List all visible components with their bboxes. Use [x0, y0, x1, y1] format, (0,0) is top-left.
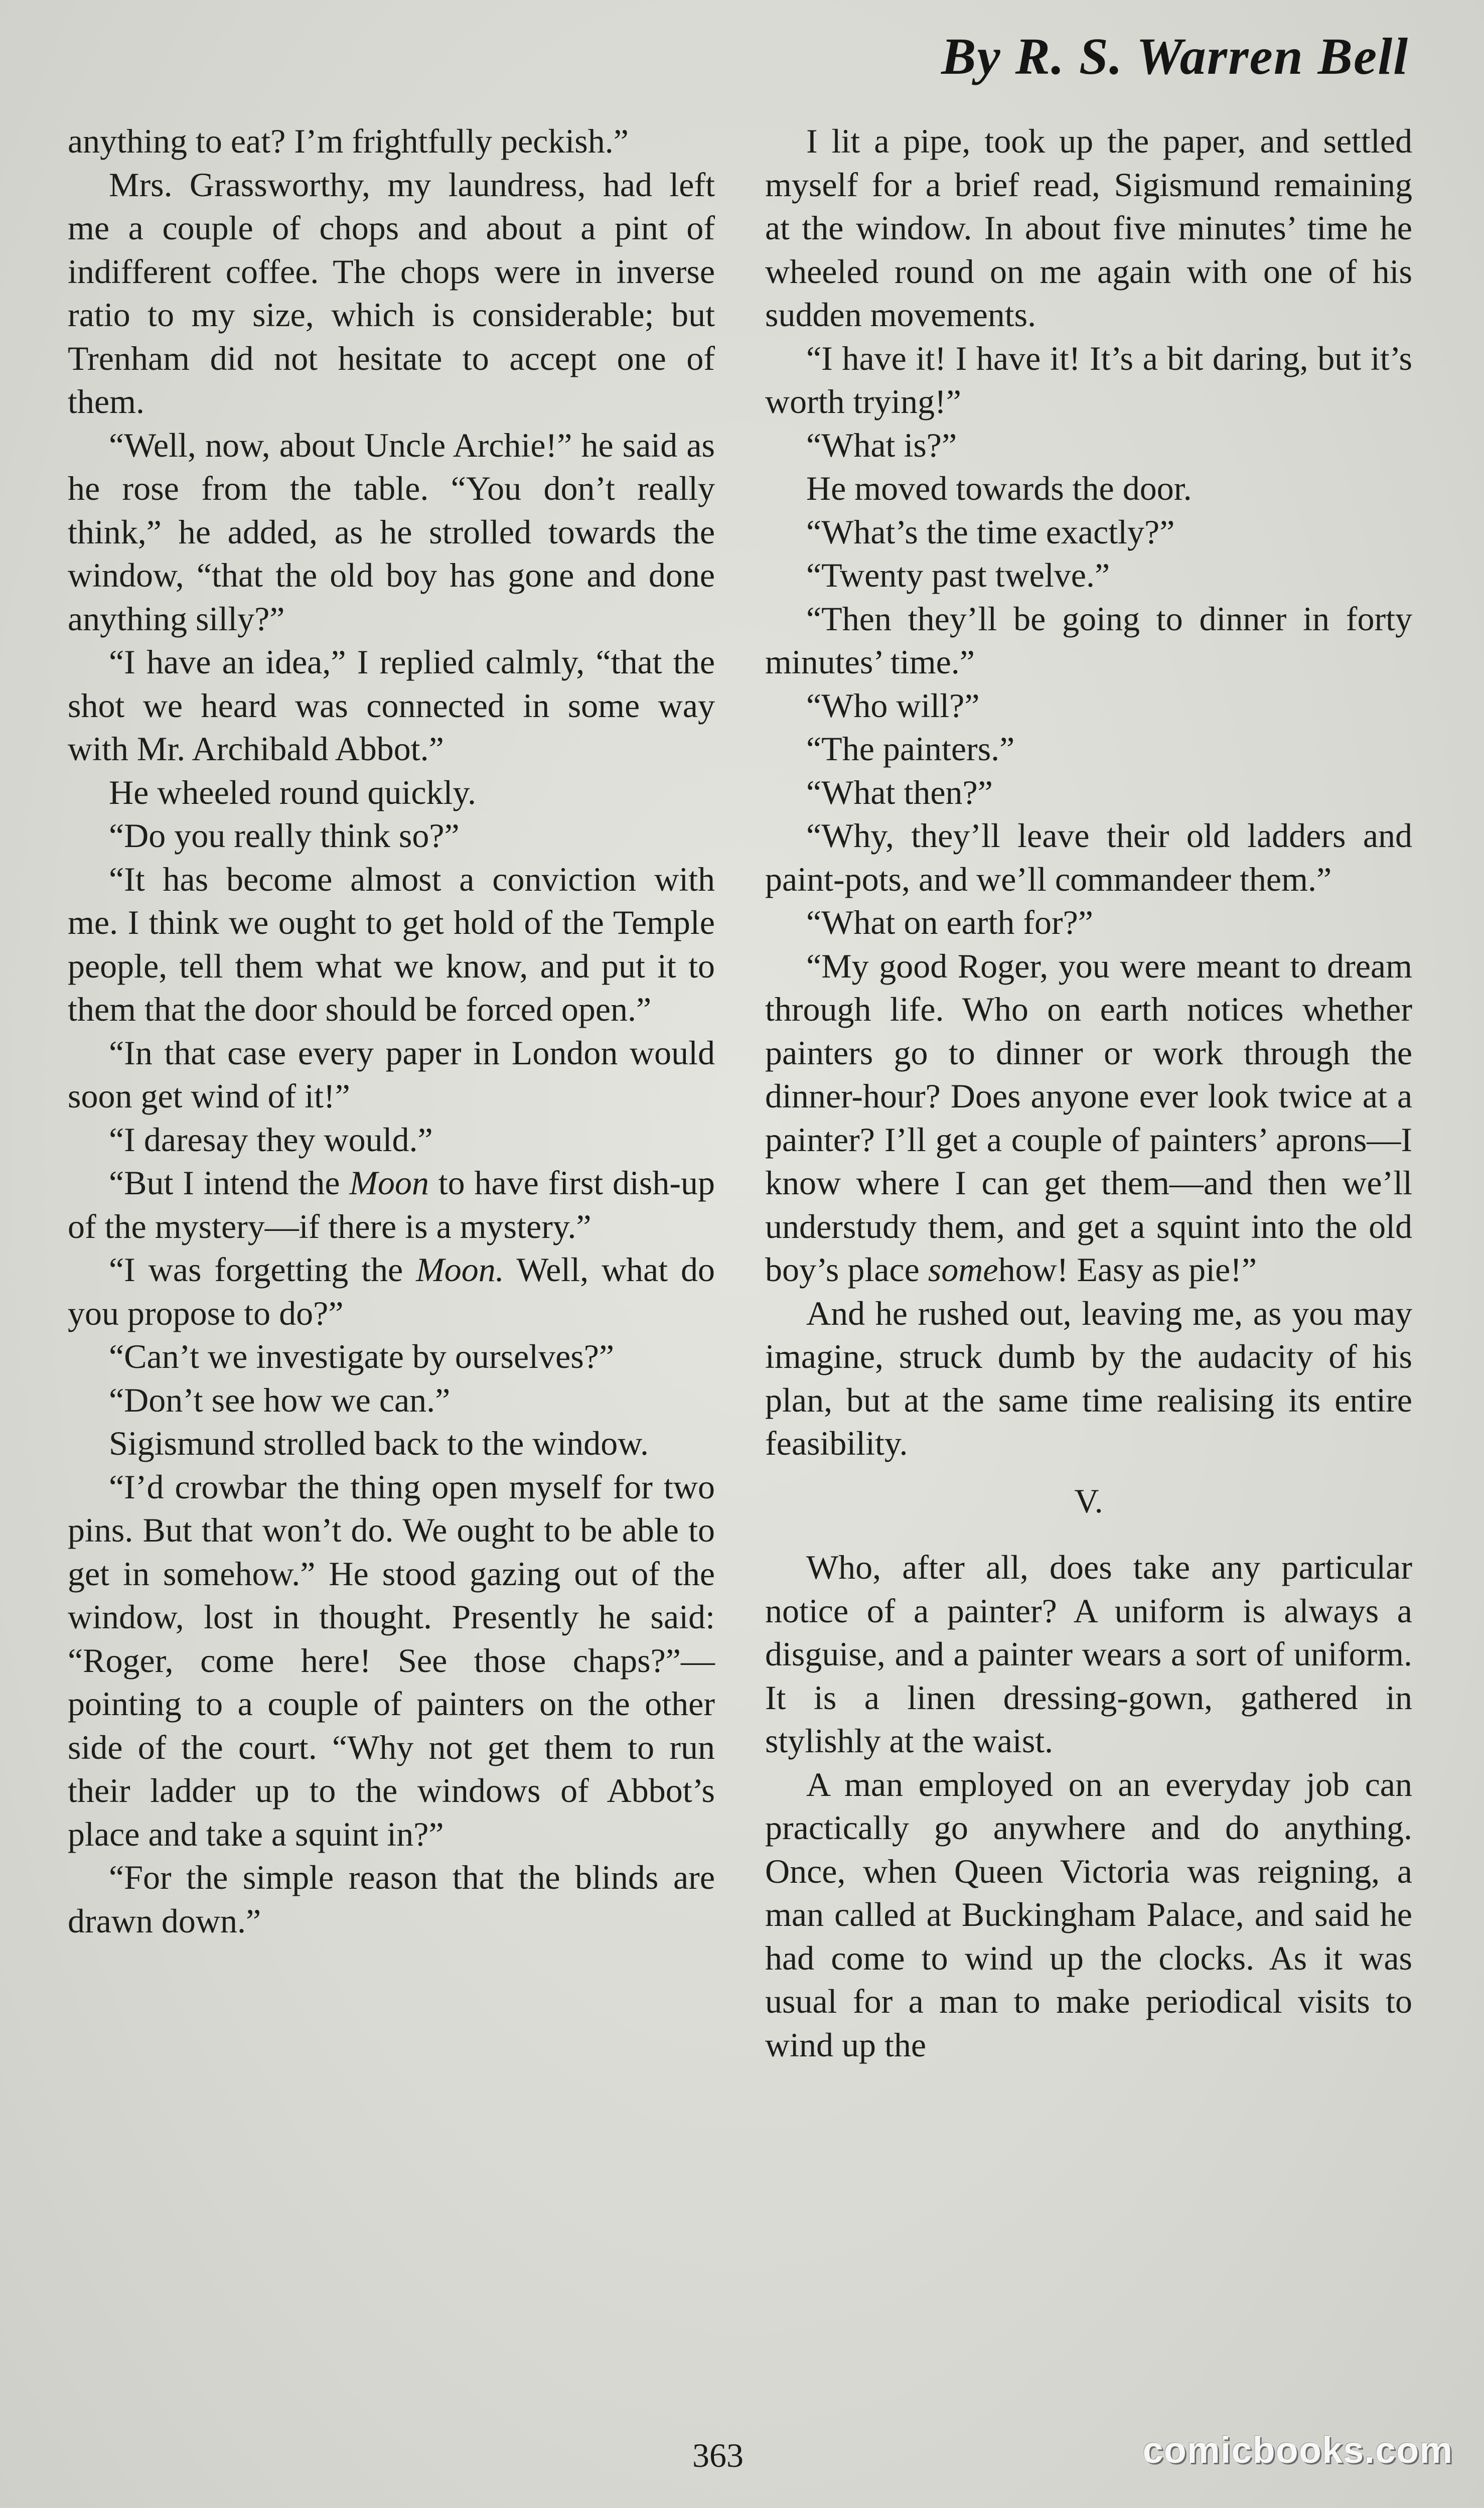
paragraph: “What is?”	[806, 426, 957, 464]
paragraph: Sigismund strolled back to the window.	[109, 1424, 649, 1462]
paragraph: “Do you really think so?”	[109, 816, 460, 855]
paragraph: “The painters.”	[806, 730, 1015, 768]
paragraph: “Can’t we investigate by ourselves?”	[109, 1337, 615, 1375]
paragraph-text: to have first dish-up of the mystery—if there is a mystery.”	[68, 1164, 715, 1245]
paragraph	[68, 1161, 715, 1248]
paragraph-text: how! Easy as pie!”	[998, 1250, 1257, 1289]
paragraph: “What on earth for?”	[806, 903, 1093, 941]
paragraph: He moved towards the door.	[806, 469, 1192, 507]
paragraph: “I have an idea,” I replied calmly, “that the shot we heard was connected in some way with Mr. Archibald Abbot.”	[68, 643, 715, 768]
italic-emphasis: Moon	[349, 1164, 429, 1202]
paragraph: “In that case every paper in London would soon get wind of it!”	[68, 1033, 715, 1115]
paragraph-text: Well, what do you propose to do?”	[68, 1250, 715, 1332]
page-number: 363	[692, 2436, 744, 2474]
paragraph: anything to eat? I’m frightfully peckish.”	[68, 122, 629, 160]
paragraph: “What’s the time exactly?”	[806, 512, 1175, 551]
paragraph: “It has become almost a conviction with me. I think we ought to get hold of the Temple people, tell them what we know, and put it to them that the door should be forced open.”	[68, 860, 715, 1028]
paragraph: I lit a pipe, took up the paper, and settled myself for a brief read, Sigismund remaining at the window. In about five minutes’ time he wheeled round on me again with one of his sudden movements.	[765, 122, 1412, 334]
right-text-column	[765, 119, 1412, 2066]
paragraph-text: “But I intend the	[109, 1164, 350, 1202]
italic-emphasis: some	[928, 1250, 998, 1289]
paragraph-text: “I was forgetting the	[109, 1250, 416, 1289]
paragraph: “Then they’ll be going to dinner in forty minutes’ time.”	[765, 599, 1412, 681]
paragraph: “What then?”	[806, 773, 993, 811]
paragraph: “I daresay they would.”	[109, 1120, 433, 1159]
right-column-top	[765, 119, 1412, 1465]
paragraph: “Well, now, about Uncle Archie!” he said as he rose from the table. “You don’t really think,” he added, as he strolled towards the window, “that the old boy has gone and done anything silly?”	[68, 426, 715, 638]
watermark-logo: comicbooks.com	[1142, 2429, 1453, 2471]
paragraph: “I’d crowbar the thing open myself for two pins. But that won’t do. We ought to be able to get in somehow.” He stood gazing out of the window, lost in thought. Presently he said: “Roger, come here! See those chaps?”—pointing to a couple of painters on the other side of the court. “Why not get them to run their ladder up to the windows of Abbot’s place and take a squint in?”	[68, 1467, 715, 1853]
paragraph	[765, 944, 1412, 1292]
paragraph	[68, 1248, 715, 1335]
paragraph: He wheeled round quickly.	[109, 773, 477, 811]
section-heading: V.	[1074, 1481, 1103, 1520]
author-byline: By R. S. Warren Bell	[941, 28, 1409, 85]
paragraph: “I have it! I have it! It’s a bit daring, but it’s worth trying!”	[765, 339, 1412, 421]
paragraph: And he rushed out, leaving me, as you may imagine, struck dumb by the audacity of his plan, but at the same time realising its entire feasibility.	[765, 1294, 1412, 1462]
paragraph: “Who will?”	[806, 686, 980, 725]
paragraph: “For the simple reason that the blinds are drawn down.”	[68, 1858, 715, 1940]
paragraph: “Twenty past twelve.”	[806, 556, 1110, 594]
paragraph: “Why, they’ll leave their old ladders and paint-pots, and we’ll commandeer them.”	[765, 816, 1412, 898]
right-column-bottom	[765, 1546, 1412, 2066]
paragraph: Mrs. Grassworthy, my laundress, had left me a couple of chops and about a pint of indifferent coffee. The chops were in inverse ratio to my size, which is considerable; but Trenham did not hesitate to accept one of them.	[68, 165, 715, 421]
paragraph: A man employed on an everyday job can practically go anywhere and do anything. Once, when Queen Victoria was reigning, a man called at Buckingham Palace, and said he had come to wind up the clocks. As it was usual for a man to make periodical visits to wind up the	[765, 1765, 1412, 2064]
paragraph: “Don’t see how we can.”	[109, 1380, 451, 1419]
italic-emphasis: Moon.	[416, 1250, 504, 1289]
paragraph-text: “My good Roger, you were meant to dream through life. Who on earth notices whether painters go to dinner or work through the dinner-hour? Does anyone ever look twice at a painter? I’ll get a couple of painters’ aprons—I know where I can get them—and then we’ll understudy them, and get a squint into the old boy’s place	[765, 946, 1412, 1289]
paragraph: Who, after all, does take any particular notice of a painter? A uniform is always a disguise, and a painter wears a sort of uniform. It is a linen dressing-gown, gathered in stylishly at the waist.	[765, 1548, 1412, 1760]
left-text-column	[68, 119, 715, 1942]
